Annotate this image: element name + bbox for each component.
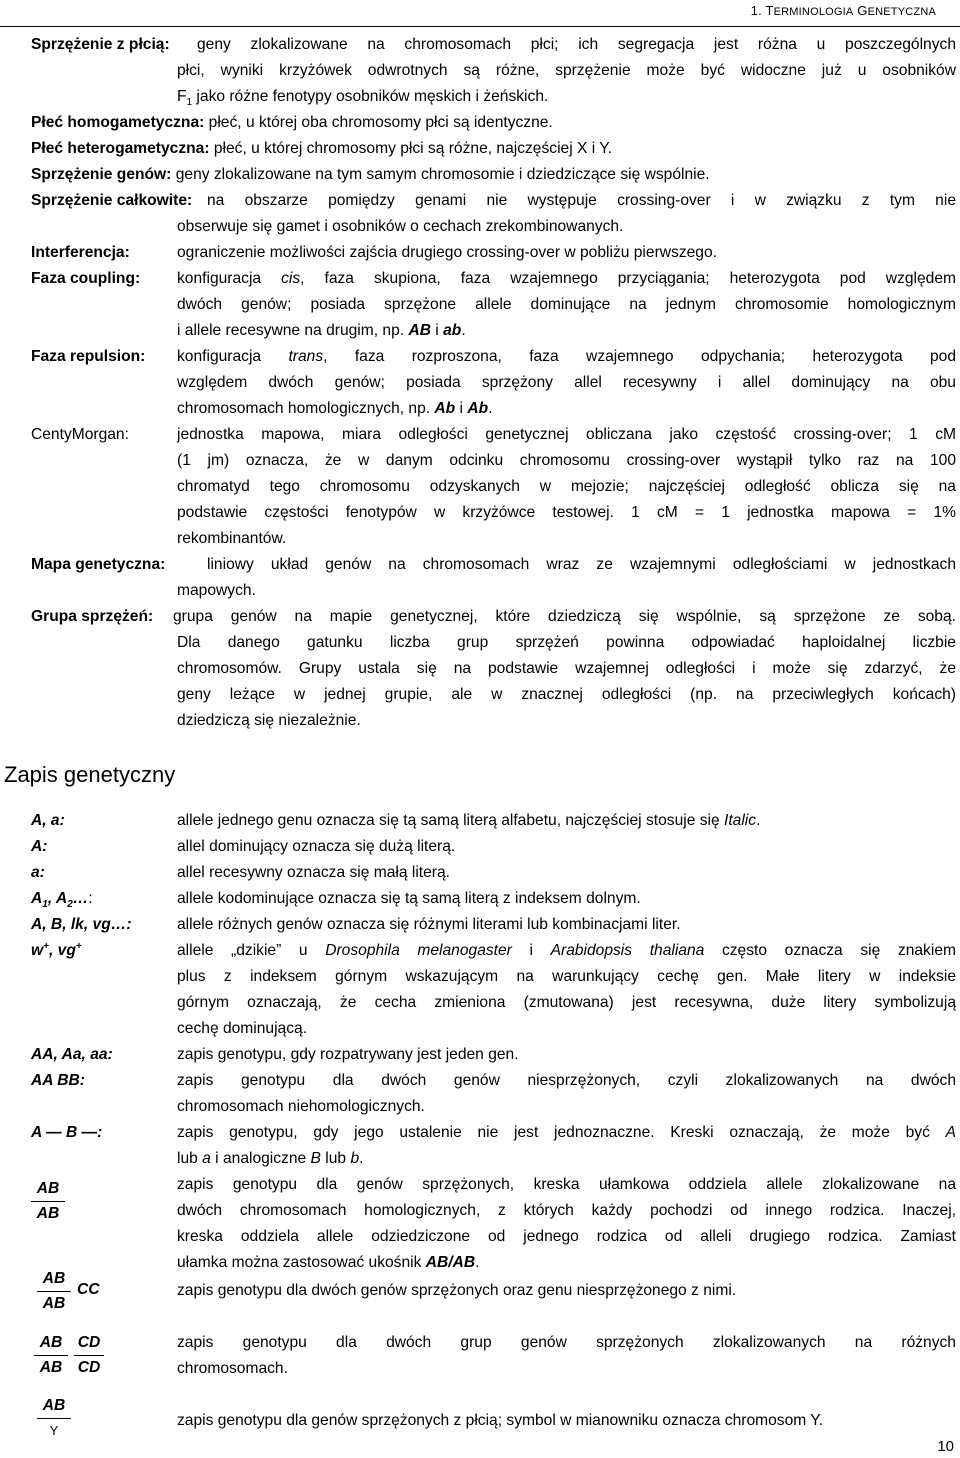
definition-gene-linkage xyxy=(31,162,956,188)
definition-term: Sprzężenie z płcią: xyxy=(31,36,170,53)
definition-term: Interferencja: xyxy=(31,244,130,261)
running-header xyxy=(0,0,960,27)
notation-text: zapis genotypu dla dwóch grup genów sprzężonych zlokalizowanych na różnych xyxy=(177,1334,956,1351)
notation-symbol: AA BB: xyxy=(31,1072,85,1089)
definition-text: płci, wyniki krzyżówek odwrotnych są różne, sprzężenie może być widoczne już u osobników xyxy=(177,62,956,79)
notation-text: ułamka można zastosować ukośnik AB/AB. xyxy=(177,1254,480,1271)
notation-recessive xyxy=(31,860,956,886)
definition-text: ograniczenie możliwości zajścia drugiego crossing-over w pobliżu pierwszego. xyxy=(177,244,717,261)
definition-homogametic xyxy=(31,110,956,136)
notation-text: zapis genotypu dla genów sprzężonych z płcią; symbol w mianowniku oznacza chromosom Y. xyxy=(177,1412,824,1429)
notation-text: allel recesywny oznacza się małą literą. xyxy=(177,864,451,881)
definition-text: i allele recesywne na drugim, np. AB i ab. xyxy=(177,322,466,339)
definition-text: grupa genów na mapie genetycznej, które dziedziczą się wspólnie, są sprzężone ze sobą. xyxy=(173,608,956,625)
notation-symbol: A: xyxy=(31,838,48,855)
definition-term: Faza repulsion: xyxy=(31,348,146,365)
definition-text: płeć, u której chromosomy płci są różne, najczęściej X i Y. xyxy=(213,140,612,157)
notation-text: cechę dominującą. xyxy=(177,1020,308,1037)
definition-repulsion-phase xyxy=(31,344,956,422)
notation-dominant xyxy=(31,834,956,860)
notation-linked-plus-unlinked xyxy=(31,1278,956,1304)
section-title: Zapis genetyczny xyxy=(4,762,176,787)
notation-symbol: AA, Aa, aa: xyxy=(31,1046,113,1063)
notation-symbol: A, a: xyxy=(31,812,65,829)
definition-linkage-group xyxy=(31,604,956,734)
notation-symbol: $A_1$, $A_2\dots$: xyxy=(31,890,93,911)
running-header-title: 1. TERMINOLOGIA GENETYCZNA xyxy=(750,3,936,18)
notation-text: allele różnych genów oznacza się różnymi literami lub kombinacjami liter. xyxy=(177,916,681,933)
definition-term: Grupa sprzężeń: xyxy=(31,608,154,625)
definition-term: Sprzężenie całkowite: xyxy=(31,192,193,209)
definition-text: konfiguracja cis, faza skupiona, faza wzajemnego przyciągania; heterozygota pod względem xyxy=(177,270,957,287)
genotype-fraction: AB Y xyxy=(37,1394,71,1443)
notation-sex-linked-genes xyxy=(31,1408,956,1434)
definition-text: chromosomów. Grupy ustala się na podstawie wzajemnej odległości i może się zdarzyć, że xyxy=(177,660,956,677)
definition-text: liniowy układ genów na chromosomach wraz ze wzajemnymi odległościami w jednostkach xyxy=(207,556,956,573)
notation-symbol: A, B, lk, vg…: xyxy=(31,916,132,933)
definition-text: dwóch genów; posiada sprzężone allele dominujące na jednym chromosomie homologicznym xyxy=(177,296,956,313)
genotype-fraction: AB AB xyxy=(34,1331,68,1380)
notation-text: zapis genotypu, gdy rozpatrywany jest jeden gen. xyxy=(177,1046,519,1063)
notation-text: allele jednego genu oznacza się tą samą literą alfabetu, najczęściej stosuje się Italic. xyxy=(177,812,761,829)
definition-complete-linkage xyxy=(31,188,956,240)
definition-text: chromosomach homologicznych, np. Ab i Ab. xyxy=(177,400,493,417)
definition-text: chromatyd tego chromosomu odzyskanych w mejozie; najczęściej odległość oblicza się na xyxy=(177,478,956,495)
definition-text: rekombinantów. xyxy=(177,530,287,547)
notation-text: kreska oddziela allele odziedziczone od jednego rodzica od alleli drugiego rodzica. Zamiast xyxy=(177,1228,956,1245)
definition-term: CentyMorgan: xyxy=(31,426,129,443)
genotype-fraction: AB AB xyxy=(37,1267,71,1316)
notation-text: plus z indeksem górnym wskazującym na warunkujący cechę gen. Małe litery w indeksie xyxy=(177,968,956,985)
definition-coupling-phase xyxy=(31,266,956,344)
notation-text: lub a i analogiczne B lub b. xyxy=(177,1150,364,1167)
definition-text: konfiguracja trans, faza rozproszona, faza wzajemnego odpychania; heterozygota pod xyxy=(177,348,957,365)
definition-text: płeć, u której oba chromosomy płci są identyczne. xyxy=(208,114,553,131)
notation-text: chromosomach niehomologicznych. xyxy=(177,1098,425,1115)
definition-text: geny zlokalizowane na tym samym chromosomie i dziedziczące się wspólnie. xyxy=(175,166,710,183)
genotype-fraction: CD CD xyxy=(74,1331,104,1380)
notation-two-linkage-groups xyxy=(31,1330,956,1382)
definition-text: podstawie częstości fenotypów w krzyżówce testowej. 1 cM = 1 jednostka mapowa = 1% xyxy=(177,504,956,521)
definition-text: dziedziczą się niezależnie. xyxy=(177,712,361,729)
page-number: 10 xyxy=(937,1438,954,1455)
definition-text: na obszarze pomiędzy genami nie występuje crossing-over i w związku z tym nie xyxy=(207,192,956,209)
notation-text: zapis genotypu dla dwóch genów niesprzężonych, czyli zlokalizowanych na dwóch xyxy=(177,1072,956,1089)
definition-term: Płeć homogametyczna: xyxy=(31,114,205,131)
definition-genetic-map xyxy=(31,552,956,604)
notation-text: zapis genotypu dla genów sprzężonych, kreska ułamkowa oddziela allele zlokalizowane na xyxy=(177,1176,956,1193)
definition-text: mapowych. xyxy=(177,582,256,599)
genotype-unlinked-gene: CC xyxy=(77,1281,100,1298)
definition-text: Dla danego gatunku liczba grup sprzężeń powinna odpowiadać haploidalnej liczbie xyxy=(177,634,956,651)
definition-term: Mapa genetyczna: xyxy=(31,556,166,573)
definition-sex-linkage xyxy=(31,32,956,110)
notation-wild-type xyxy=(31,938,956,1042)
definition-text: (1 jm) oznacza, że w danym odcinku chromosomu crossing-over wystąpił tylko raz na 100 xyxy=(177,452,956,469)
notation-text: górnym oznaczają, że cecha zmieniona (zmutowana) jest recesywna, duże litery symbolizują xyxy=(177,994,956,1011)
genotype-fraction: AB AB xyxy=(31,1177,65,1226)
notation-linked-genes xyxy=(31,1172,956,1276)
definition-term: Płeć heterogametyczna: xyxy=(31,140,210,157)
notation-text: zapis genotypu, gdy jego ustalenie nie jest jednoznaczne. Kreski oznaczają, że może być A xyxy=(177,1124,956,1141)
definition-text: względem dwóch genów; posiada sprzężony allel recesywny i allel dominujący na obu xyxy=(177,374,956,391)
definition-centimorgan xyxy=(31,422,956,552)
notation-symbol: A — B —: xyxy=(31,1124,103,1141)
notation-symbol: w+, vg+ xyxy=(31,940,82,959)
definition-text: obserwuje się gamet i osobników o cechach zrekombinowanych. xyxy=(177,218,624,235)
notation-allele-pair xyxy=(31,808,956,834)
definition-text: jednostka mapowa, miara odległości genetycznej obliczana jako częstość crossing-over; 1 cM xyxy=(177,426,956,443)
notation-two-unlinked-genes xyxy=(31,1068,956,1120)
notation-undetermined-genotype xyxy=(31,1120,956,1172)
notation-text: allele kodominujące oznacza się tą samą literą z indeksem dolnym. xyxy=(177,890,641,907)
definition-interference xyxy=(31,240,956,266)
definition-text: geny leżące w jednej grupie, ale w znacznej odległości (np. na przeciwległych końcach) xyxy=(177,686,956,703)
notation-different-genes xyxy=(31,912,956,938)
definition-term: Faza coupling: xyxy=(31,270,141,287)
definition-heterogametic xyxy=(31,136,956,162)
notation-text: dwóch chromosomach homologicznych, z których każdy pochodzi od innego rodzica. Inaczej, xyxy=(177,1202,956,1219)
notation-text: allel dominujący oznacza się dużą literą. xyxy=(177,838,456,855)
notation-single-gene-genotype xyxy=(31,1042,956,1068)
notation-codominant xyxy=(31,886,956,912)
notation-text: zapis genotypu dla dwóch genów sprzężonych oraz genu niesprzężonego z nimi. xyxy=(177,1282,737,1299)
notation-text: chromosomach. xyxy=(177,1360,288,1377)
notation-text: allele „dzikie” u Drosophila melanogaster i Arabidopsis thaliana często oznacza się znakiem xyxy=(177,942,956,959)
definition-term: Sprzężenie genów: xyxy=(31,166,172,183)
definition-text: $F_1$ jako różne fenotypy osobników męskich i żeńskich. xyxy=(177,88,549,109)
definition-text: geny zlokalizowane na chromosomach płci; ich segregacja jest różna u poszczególnych xyxy=(197,36,956,53)
notation-symbol: a: xyxy=(31,864,45,881)
